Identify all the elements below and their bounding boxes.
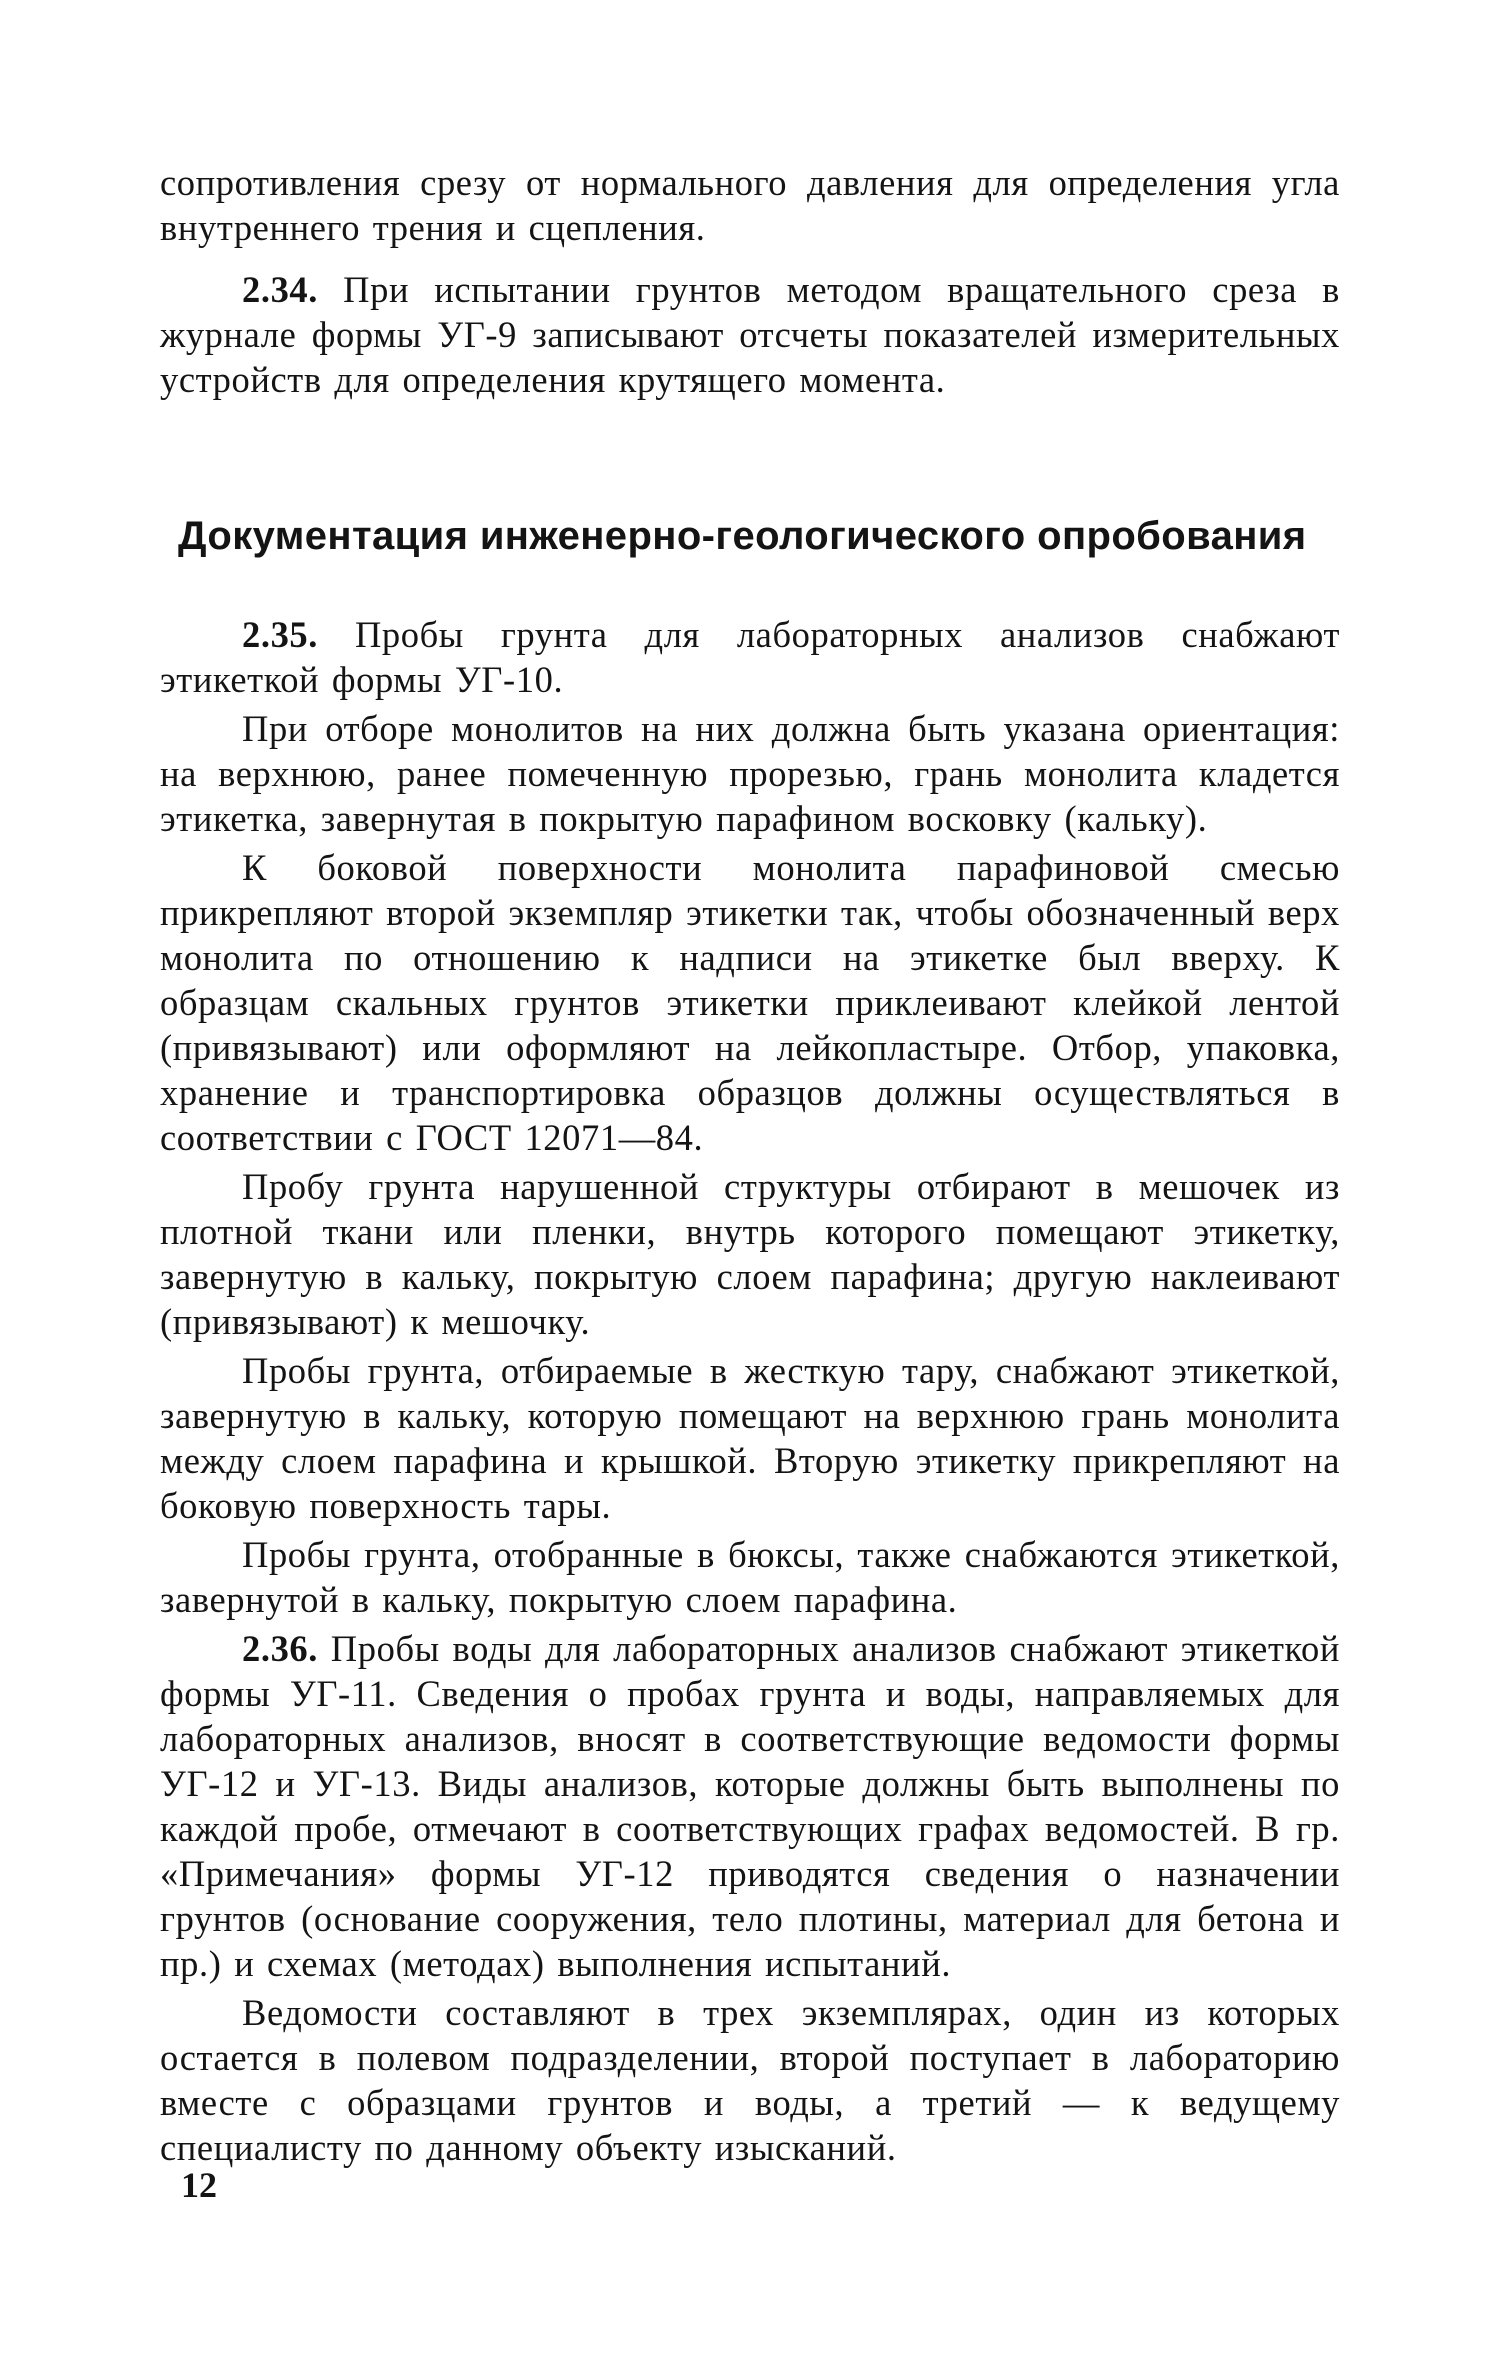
paragraph-number: 2.35. xyxy=(242,614,318,655)
paragraph-number: 2.34. xyxy=(242,269,318,310)
text-block-top xyxy=(160,160,1340,402)
paragraph-monoliths: При отборе монолитов на них должна быть указана ориентация: на верхнюю, ранее помеченную прорезью, грань монолита кладется этикетка, завернутая в покрытую парафином восковку (кальку). xyxy=(160,708,1340,839)
paragraph-2-34 xyxy=(160,267,1340,402)
text-block-main xyxy=(160,612,1340,2170)
paragraph-2-36 xyxy=(160,1626,1340,1986)
paragraph-2-35 xyxy=(160,612,1340,702)
paragraph-text: Пробы воды для лабораторных анализов снабжают этикеткой формы УГ-11. Сведения о пробах грунта и воды, направляемых для лабораторных анализов, вносят в соответствующие ведомости формы УГ-12 и УГ-13. Виды анализов, которые должны быть выполнены по каждой пробе, отмечают в соответствующих графах ведомостей. В гр. «Примечания» формы УГ-12 приводятся сведения о назначении грунтов (основание сооружения, тело плотины, материал для бетона и пр.) и схемах (методах) выполнения испытаний. xyxy=(160,1628,1340,1984)
paragraph-side-surface: К боковой поверхности монолита парафиновой смесью прикрепляют второй экземпляр этикетки так, чтобы обозначенный верх монолита по отношению к надписи на этикетке был вверху. К образцам скальных грунтов этикетки приклеивают клейкой лентой (привязывают) или оформляют на лейкопластыре. Отбор, упаковка, хранение и транспортировка образцов должны осуществляться в соответствии с ГОСТ 12071—84. xyxy=(160,847,1340,1158)
paragraph-weighing-bottles: Пробы грунта, отобранные в бюксы, также снабжаются этикеткой, завернутой в кальку, покрытую слоем парафина. xyxy=(160,1534,1340,1620)
section-heading: Документация инженерно-геологического опробования xyxy=(178,514,1307,558)
page-number: 12 xyxy=(181,2165,217,2205)
paragraph-text: При испытании грунтов методом вращательного среза в журнале формы УГ-9 записывают отсчеты показателей измерительных устройств для определения крутящего момента. xyxy=(160,269,1340,400)
paragraph-statements: Ведомости составляют в трех экземплярах, один из которых остается в полевом подразделении, второй поступает в лабораторию вместе с образцами грунтов и воды, а третий — к ведущему специалисту по данному объекту изысканий. xyxy=(160,1992,1340,2168)
paragraph-number: 2.36. xyxy=(242,1628,318,1669)
paragraph-continued: сопротивления срезу от нормального давления для определения угла внутреннего трения и сцепления. xyxy=(160,162,1340,248)
paragraph-disturbed-structure: Пробу грунта нарушенной структуры отбирают в мешочек из плотной ткани или пленки, внутрь которого помещают этикетку, завернутую в кальку, покрытую слоем парафина; другую наклеивают (привязывают) к мешочку. xyxy=(160,1166,1340,1342)
paragraph-text: Пробы грунта для лабораторных анализов снабжают этикеткой формы УГ-10. xyxy=(160,614,1340,700)
paragraph-rigid-container: Пробы грунта, отбираемые в жесткую тару, снабжают этикеткой, завернутую в кальку, которую помещают на верхнюю грань монолита между слоем парафина и крышкой. Вторую этикетку прикрепляют на боковую поверхность тары. xyxy=(160,1350,1340,1526)
